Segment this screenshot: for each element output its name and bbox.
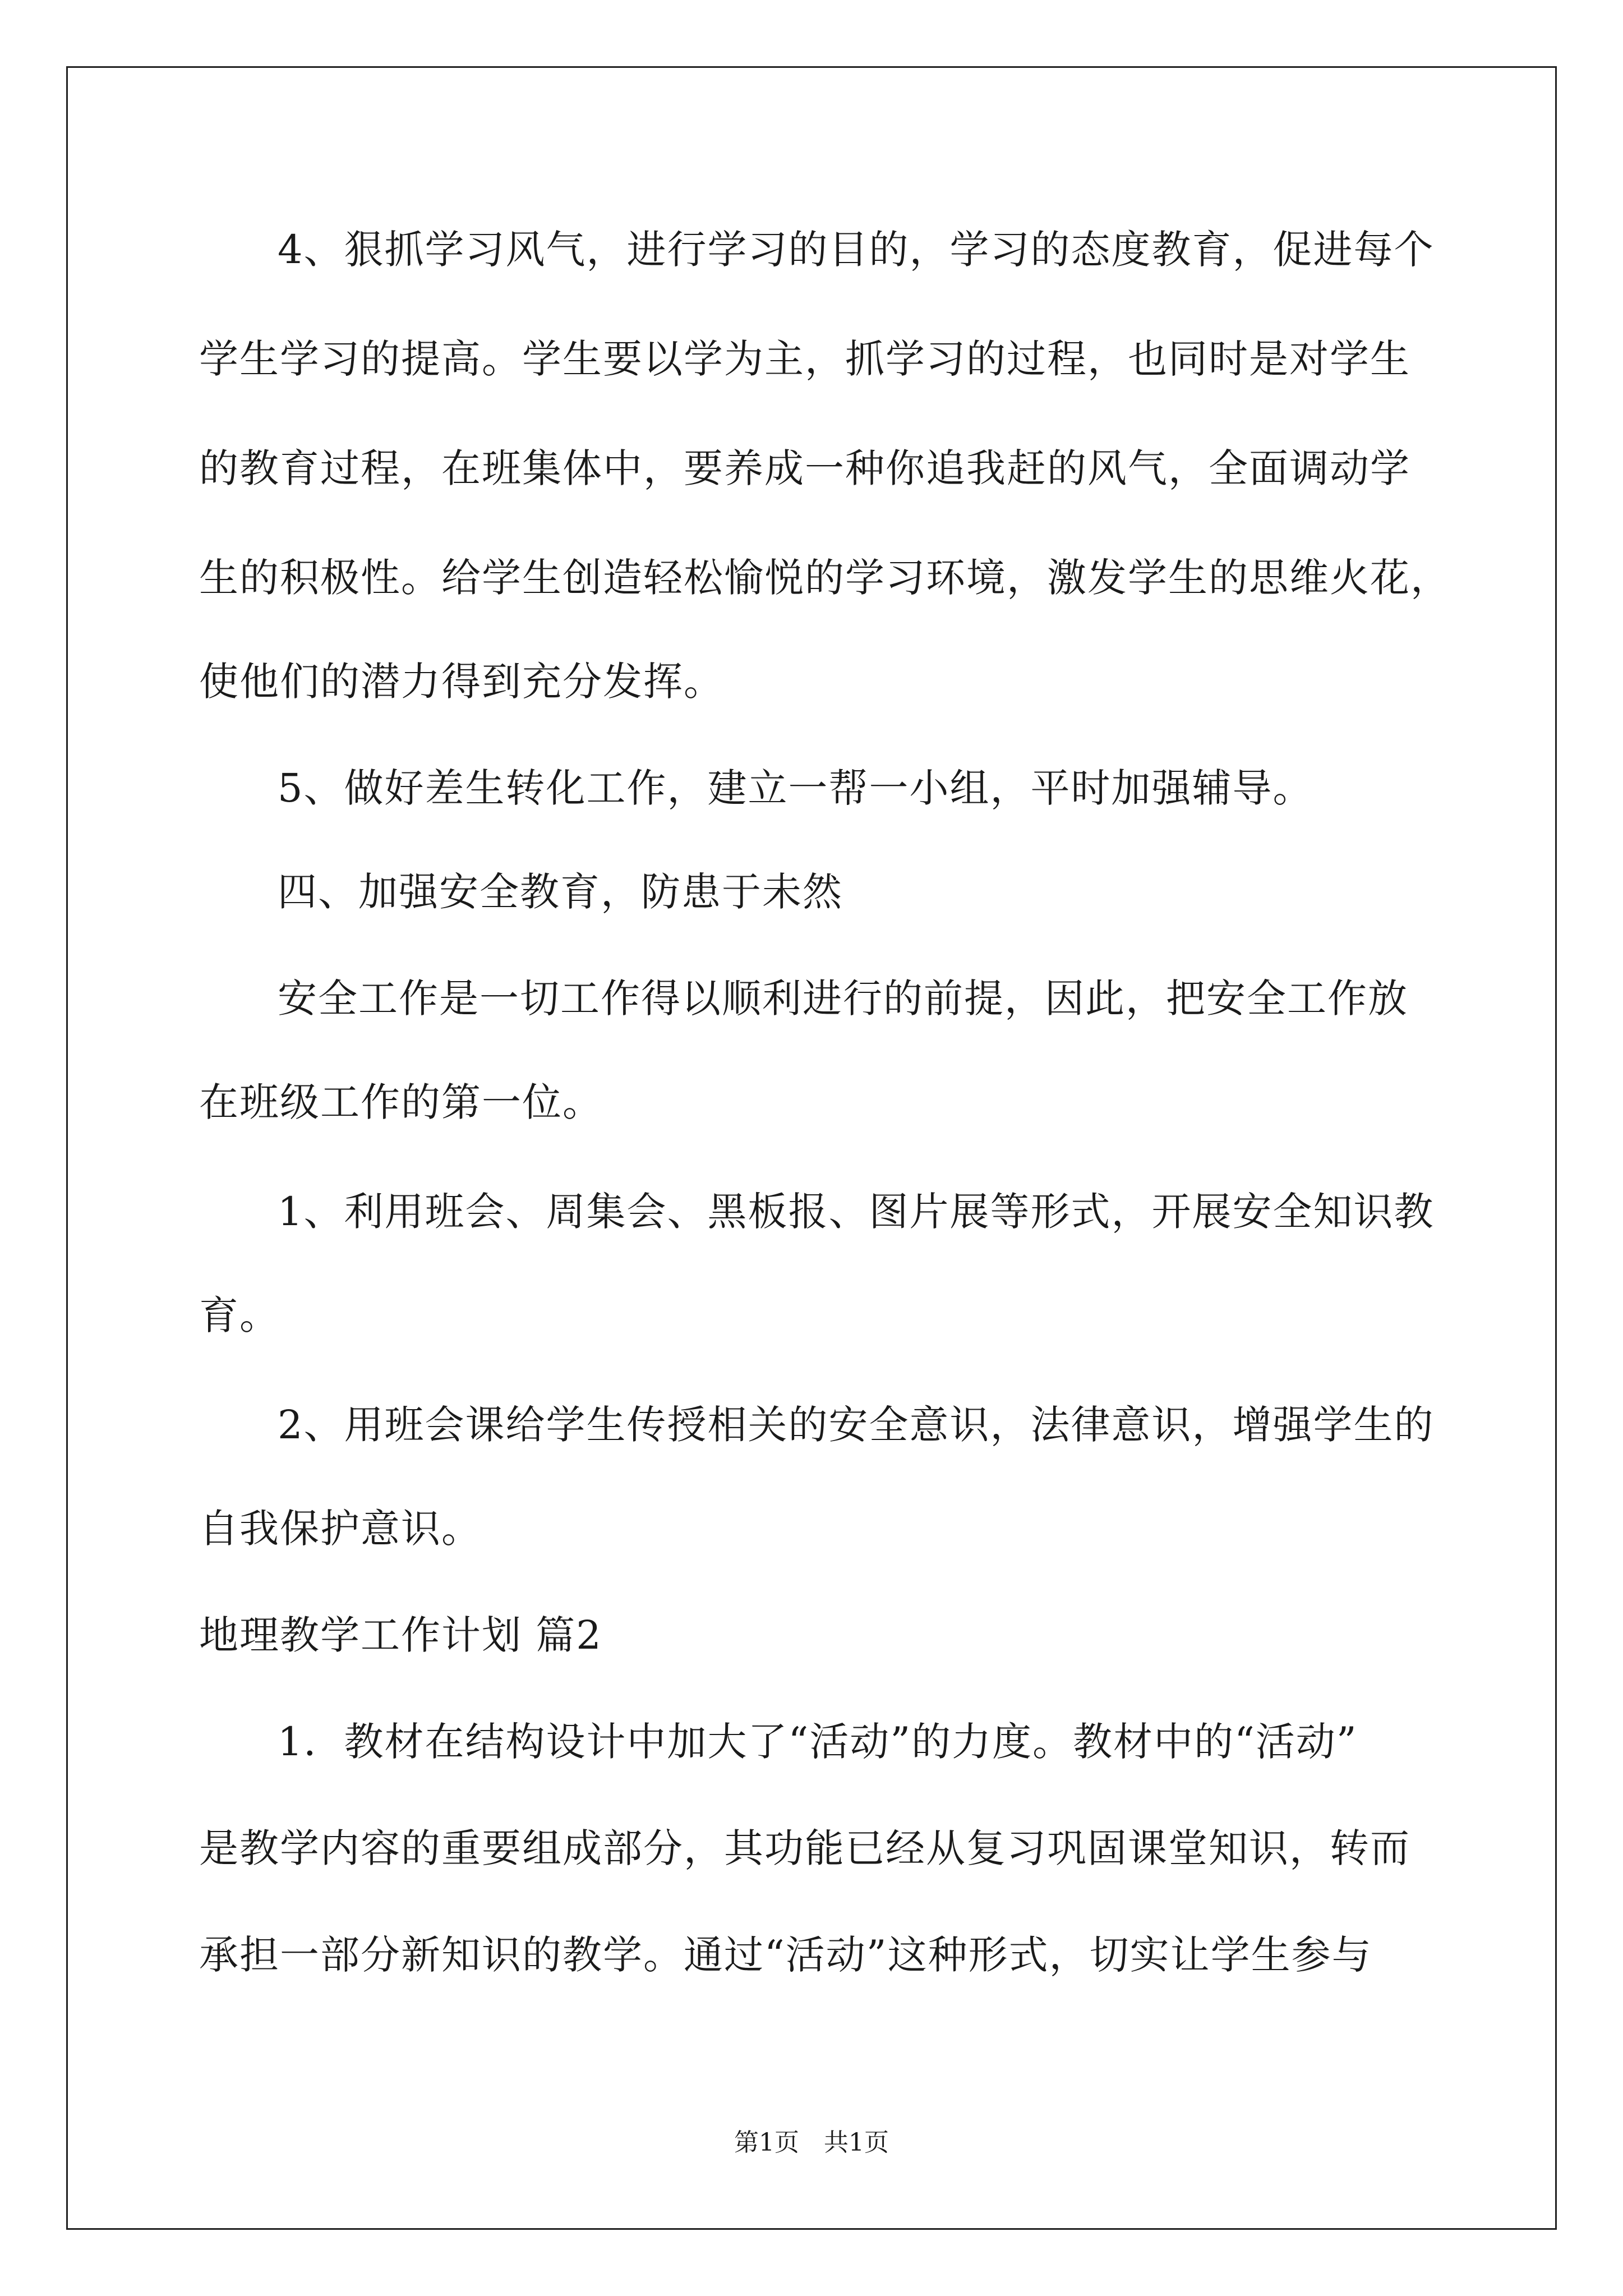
paragraph-line: 1．教材在结构设计中加大了“活动”的力度。教材中的“活动” [278,1719,1358,1765]
paragraph-line: 生的积极性。给学生创造轻松愉悦的学习环境，激发学生的思维火花， [199,555,1451,601]
paragraph-line: 育。 [199,1292,280,1338]
paragraph-line: 学生学习的提高。学生要以学为主，抓学习的过程，也同时是对学生 [199,336,1410,382]
paragraph-line: 使他们的潜力得到充分发挥。 [199,659,724,705]
paragraph-line: 的教育过程，在班集体中，要养成一种你追我赶的风气，全面调动学 [199,445,1410,491]
paragraph-line: 2、用班会课给学生传授相关的安全意识，法律意识，增强学生的 [278,1402,1435,1448]
article-title: 地理教学工作计划 篇2 [199,1612,602,1658]
paragraph-line: 承担一部分新知识的教学。通过“活动”这种形式，切实让学生参与 [199,1932,1372,1978]
section-heading: 四、加强安全教育，防患于未然 [278,869,843,915]
paragraph-line: 4、狠抓学习风气，进行学习的目的，学习的态度教育，促进每个 [278,227,1435,273]
paragraph-line: 自我保护意识。 [199,1506,482,1552]
paragraph-line: 1、利用班会、周集会、黑板报、图片展等形式，开展安全知识教 [278,1189,1435,1235]
paragraph-line: 5、做好差生转化工作，建立一帮一小组，平时加强辅导。 [278,765,1313,811]
paragraph-line: 安全工作是一切工作得以顺利进行的前提，因此，把安全工作放 [278,976,1408,1022]
paragraph-line: 是教学内容的重要组成部分，其功能已经从复习巩固课堂知识，转而 [199,1825,1410,1871]
paragraph-line: 在班级工作的第一位。 [199,1079,603,1125]
page-footer: 第1页 共1页 [734,2128,889,2157]
page-border [66,66,1557,2230]
